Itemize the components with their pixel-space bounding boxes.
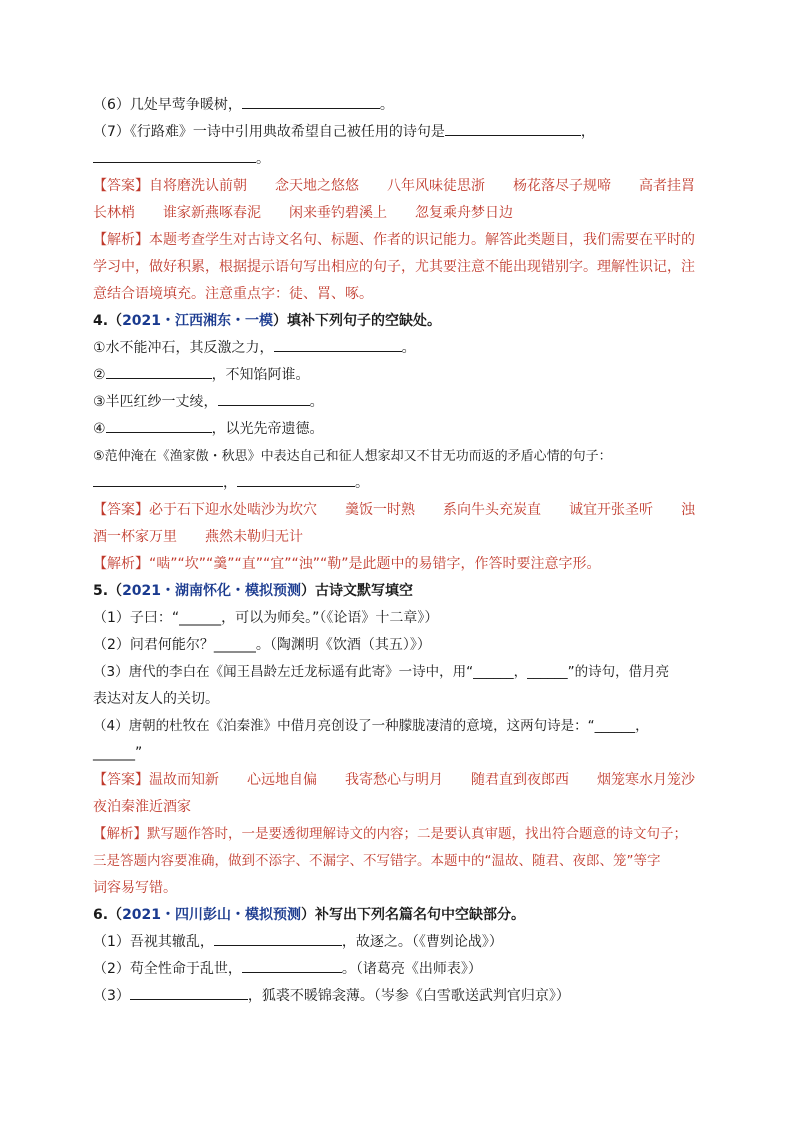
answer-item: 自将磨洗认前朝 — [149, 178, 247, 194]
q4-answer — [93, 497, 705, 524]
answer-blank[interactable] — [274, 337, 402, 352]
answer-blank[interactable] — [242, 94, 380, 109]
answer-item: 羹饭一时熟 — [345, 502, 415, 518]
answer-item: 温故而知新 — [149, 772, 219, 788]
q3-explanation: 【解析】本题考查学生对古诗文名句、标题、作者的识记能力。解答此类题目，我们需要在平时的 — [93, 232, 695, 248]
explanation-tag: 【解析】 — [93, 826, 147, 842]
q4-line-5: ⑤范仲淹在《渔家傲・秋思》中表达自己和征人想家却又不甘无功而返的矛盾心情的句子： — [93, 449, 612, 464]
answer-item: 心远地自偏 — [247, 772, 317, 788]
answer-tag: 【答案】 — [93, 178, 149, 194]
q6-line-1: （1）吾视其辙乱， ，故逐之。（《曹刿论战》） — [93, 929, 705, 956]
q5-explanation-3: 词容易写错。 — [93, 880, 177, 896]
q3-line-7: （7）《行路难》一诗中引用典故希望自己被任用的诗句是 ， — [93, 119, 705, 146]
document-page — [93, 92, 705, 1010]
answer-item: 谁家新燕啄春泥 — [163, 205, 261, 221]
answer-item: 夜泊秦淮近酒家 — [93, 799, 191, 815]
q3-line-6-text: （6）几处早莺争暖树， — [93, 97, 242, 113]
q4-heading: 4.（2021・江西湘东・一模）填补下列句子的空缺处。 — [93, 313, 442, 329]
explanation-tag: 【解析】 — [93, 556, 149, 572]
answer-blank[interactable] — [214, 931, 342, 946]
answer-item: 闲来垂钓碧溪上 — [289, 205, 387, 221]
q4-line-4: ④ ，以光先帝遗德。 — [93, 416, 705, 443]
q5-answer — [93, 767, 705, 794]
q5-explanation: 【解析】默写题作答时，一是要透彻理解诗文的内容；二是要认真审题，找出符合题意的诗文句子； — [93, 826, 687, 842]
answer-blank[interactable] — [237, 472, 355, 487]
q3-answer — [93, 173, 705, 200]
q4-line-1: ①水不能冲石，其反激之力， 。 — [93, 335, 705, 362]
q5-line-4b: ______” — [93, 745, 143, 761]
q4-answer-cont — [93, 524, 705, 551]
answer-blank[interactable] — [445, 121, 581, 136]
answer-blank[interactable] — [218, 391, 310, 406]
q6-source: 2021・四川彭山・模拟预测 — [122, 907, 302, 923]
answer-item: 随君直到夜郎西 — [471, 772, 569, 788]
answer-tag: 【答案】 — [93, 772, 149, 788]
q5-line-3b: 表达对友人的关切。 — [93, 691, 219, 707]
q3-line-7-text: （7）《行路难》一诗中引用典故希望自己被任用的诗句是 — [93, 124, 445, 140]
answer-item: 烟笼寒水月笼沙 — [597, 772, 695, 788]
answer-item: 念天地之悠悠 — [275, 178, 359, 194]
answer-item: 杨花落尽子规啼 — [513, 178, 611, 194]
explanation-tag: 【解析】 — [93, 232, 149, 248]
answer-item: 燕然未勒归无计 — [205, 529, 303, 545]
q5-answer-cont — [93, 794, 705, 821]
answer-item: 我寄愁心与明月 — [345, 772, 443, 788]
answer-item: 系向牛头充炭直 — [443, 502, 541, 518]
answer-blank[interactable] — [106, 364, 212, 379]
answer-blank[interactable] — [106, 418, 212, 433]
q5-line-4: （4）唐朝的杜牧在《泊秦淮》中借月亮创设了一种朦胧凄清的意境，这两句诗是：“______， — [93, 718, 649, 734]
answer-item: 长林梢 — [93, 205, 135, 221]
answer-item: 诚宜开张圣听 — [569, 502, 653, 518]
q4-line-2: ② ，不知馅阿谁。 — [93, 362, 705, 389]
q4-line-5b: ， 。 — [93, 470, 705, 497]
q3-explanation-3: 意结合语境填充。注意重点字：徒、罥、啄。 — [93, 286, 373, 302]
q5-line-2: （2）问君何能尔？______。（陶渊明《饮酒（其五）》） — [93, 637, 431, 653]
q3-explanation-2: 学习中，做好积累，根据提示语句写出相应的句子，尤其要注意不能出现错别字。理解性识记，注 — [93, 259, 695, 275]
answer-item: 浊 — [681, 502, 695, 518]
q5-source: 2021・湖南怀化・模拟预测 — [122, 583, 302, 599]
q6-line-2: （2）苟全性命于乱世， 。（诸葛亮《出师表》） — [93, 956, 705, 983]
answer-blank[interactable] — [130, 985, 248, 1000]
q6-heading: 6.（2021・四川彭山・模拟预测）补写出下列名篇名句中空缺部分。 — [93, 907, 526, 923]
q4-line-3: ③半匹红纱一丈绫， 。 — [93, 389, 705, 416]
answer-blank[interactable] — [93, 472, 223, 487]
q3-answer-cont — [93, 200, 705, 227]
q6-line-3: （3） ，狐裘不暖锦衾薄。（岑参《白雪歌送武判官归京》） — [93, 983, 705, 1010]
q5-heading: 5.（2021・湖南怀化・模拟预测）古诗文默写填空 — [93, 583, 414, 599]
q4-source: 2021・江西湘东・一模 — [122, 313, 274, 329]
answer-item: 高者挂罥 — [639, 178, 695, 194]
answer-item: 必于石下迎水处啮沙为坎穴 — [149, 502, 317, 518]
answer-item: 忽复乘舟梦日边 — [415, 205, 513, 221]
q5-line-1: （1）子曰：“______，可以为师矣。”（《论语》十二章》） — [93, 610, 439, 626]
answer-item: 酒一杯家万里 — [93, 529, 177, 545]
q5-explanation-2: 三是答题内容要准确，做到不添字、不漏字、不写错字。本题中的“温故、随君、夜郎、笼”等字 — [93, 853, 661, 869]
q5-line-3: （3）唐代的李白在《闻王昌龄左迁龙标遥有此寄》一诗中，用“______，______”的诗句，借月亮 — [93, 664, 670, 680]
answer-item: 八年风味徒思浙 — [387, 178, 485, 194]
q3-line-7b: 。 — [93, 146, 705, 173]
q3-line-6: （6）几处早莺争暖树， 。 — [93, 92, 705, 119]
answer-blank[interactable] — [242, 958, 342, 973]
q4-explanation: 【解析】“啮”“坎”“羹”“直”“宜”“浊”“勒”是此题中的易错字，作答时要注意字形。 — [93, 556, 601, 572]
answer-blank[interactable] — [93, 148, 256, 163]
answer-tag: 【答案】 — [93, 502, 149, 518]
